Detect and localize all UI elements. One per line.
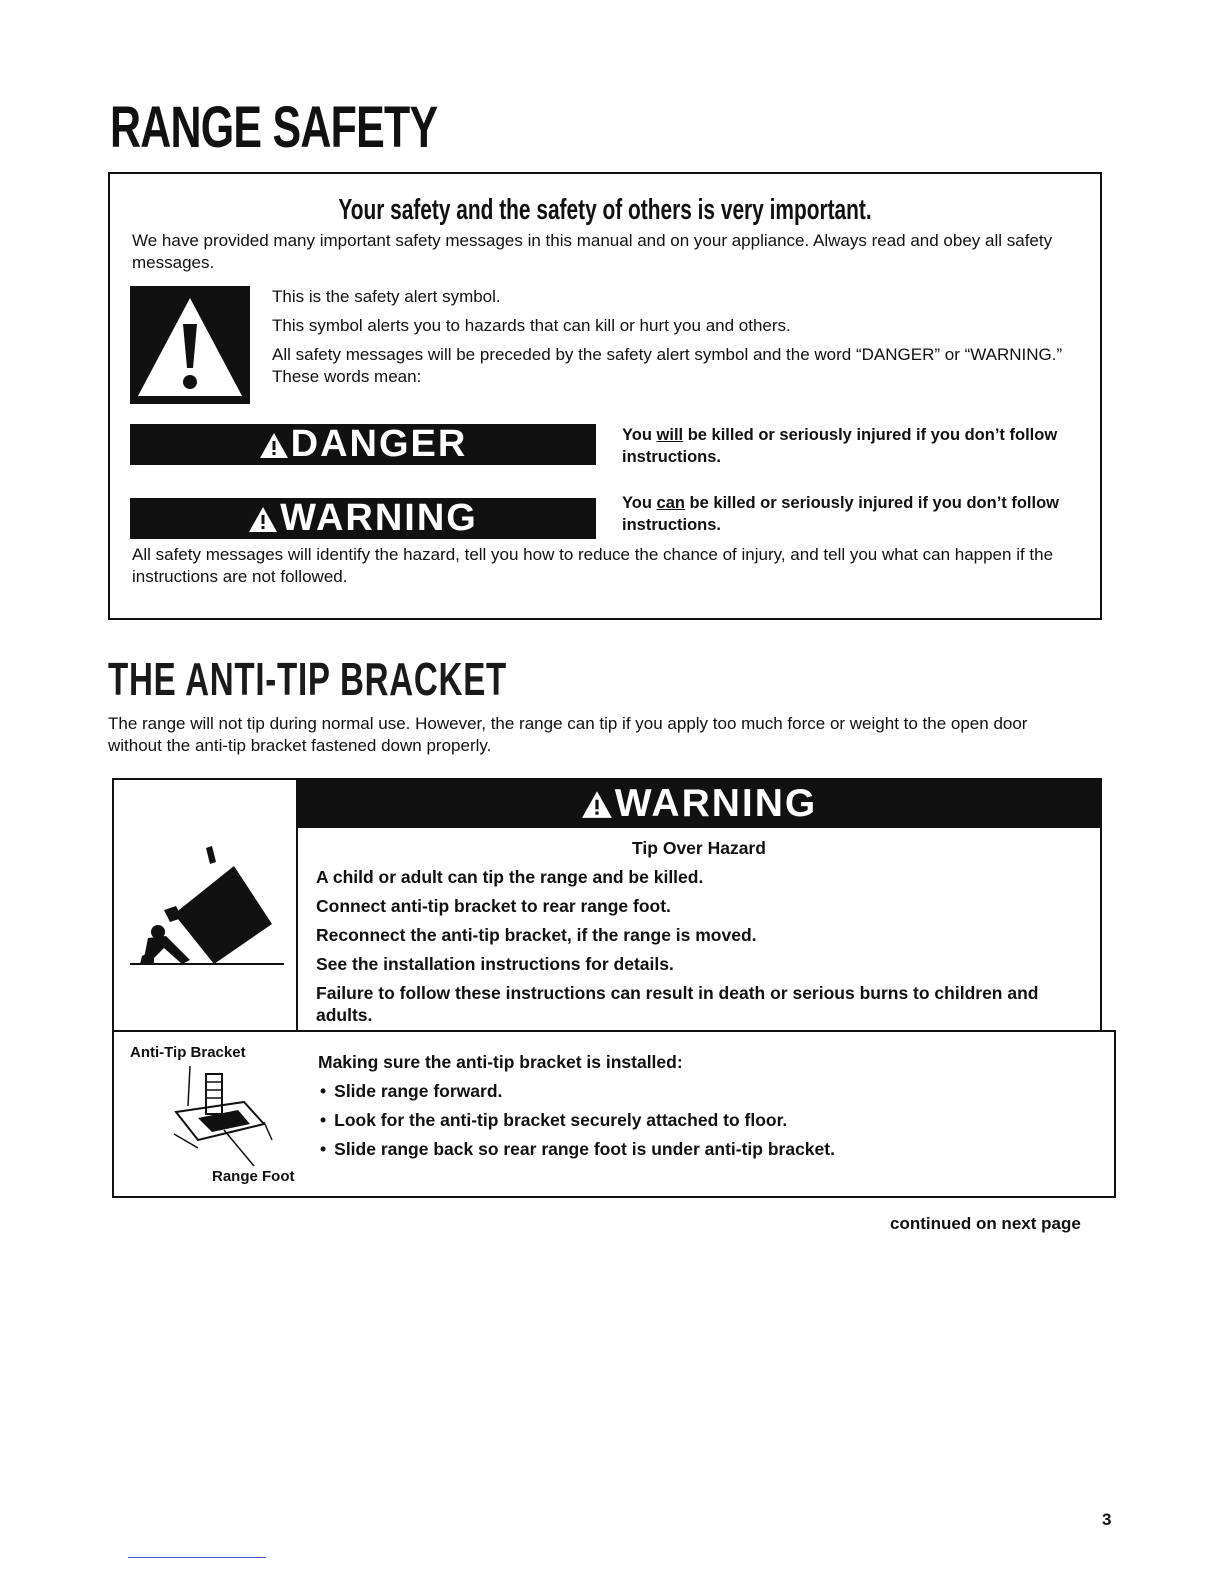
hazard-lines (316, 866, 1096, 1033)
warning-desc-emphasis: can (656, 494, 685, 512)
alert-triangle-icon (248, 505, 278, 533)
alert-line: This symbol alerts you to hazards that can kill or hurt you and others. (272, 316, 791, 335)
safety-box (108, 172, 1102, 620)
danger-desc-text: be killed or seriously injured if you don’t follow instructions. (622, 426, 1058, 466)
safety-closing: All safety messages will identify the hazard, tell you how to reduce the chance of injury, and tell you what can happen if the instructions are not followed. (132, 545, 1054, 586)
section-intro: The range will not tip during normal use. However, the range can tip if you apply too much force or weight to the open door without the anti-tip bracket fastened down properly. (108, 714, 1028, 755)
warning-label: WARNING (614, 782, 818, 825)
alert-description (272, 286, 1092, 395)
warning-signal-bar (298, 780, 1100, 828)
warning-description (622, 492, 1102, 536)
hazard-heading: Tip Over Hazard (632, 838, 766, 858)
list-item: • Slide range forward. (318, 1080, 1098, 1102)
list-item: • Slide range back so rear range foot is under anti-tip bracket. (318, 1138, 1098, 1160)
footer-rule (128, 1557, 266, 1558)
hazard-line: A child or adult can tip the range and be killed. (316, 867, 704, 887)
warning-label: WARNING (280, 497, 478, 539)
alert-symbol-icon (130, 286, 250, 404)
warning-desc-text: You (622, 494, 657, 512)
page-title: RANGE SAFETY (110, 95, 438, 160)
warning-desc-text: be killed or seriously injured if you don’t follow instructions. (622, 494, 1060, 534)
bracket-label: Anti-Tip Bracket (130, 1044, 246, 1061)
page-number: 3 (1102, 1510, 1112, 1529)
alert-triangle-icon (259, 431, 289, 459)
safety-intro: We have provided many important safety messages in this manual and on your appliance. Always read and obey all safety messages. (132, 231, 1053, 272)
tip-over-illustration (124, 836, 288, 976)
range-foot-label: Range Foot (212, 1168, 295, 1185)
alert-line: This is the safety alert symbol. (272, 287, 501, 306)
danger-label: DANGER (290, 423, 468, 465)
alert-line: All safety messages will be preceded by the safety alert symbol and the word “DANGER” or “WARNING.” These words mean: (272, 345, 1063, 386)
hazard-line: Connect anti-tip bracket to rear range foot. (316, 896, 671, 916)
anti-tip-bracket-illustration (168, 1064, 278, 1170)
warning-signal-bar (130, 498, 596, 539)
check-steps (318, 1080, 1098, 1167)
alert-triangle-icon (130, 286, 250, 404)
safety-heading: Your safety and the safety of others is very important. (338, 194, 872, 226)
list-item: • Look for the anti-tip bracket securely attached to floor. (318, 1109, 1098, 1131)
check-heading: Making sure the anti-tip bracket is installed: (318, 1052, 683, 1072)
bracket-check-box (112, 1030, 1116, 1198)
danger-description (622, 424, 1102, 468)
danger-desc-text: You (622, 426, 657, 444)
hazard-line: Failure to follow these instructions can result in death or serious burns to children and adults. (316, 983, 1039, 1025)
tip-warning-box (112, 778, 1102, 1032)
danger-signal-bar (130, 424, 596, 465)
hazard-line: See the installation instructions for details. (316, 954, 674, 974)
danger-desc-emphasis: will (656, 426, 684, 444)
hazard-line: Reconnect the anti-tip bracket, if the range is moved. (316, 925, 757, 945)
continued-note: continued on next page (890, 1214, 1081, 1233)
alert-triangle-icon (581, 789, 613, 819)
section-title: THE ANTI-TIP BRACKET (108, 653, 507, 705)
